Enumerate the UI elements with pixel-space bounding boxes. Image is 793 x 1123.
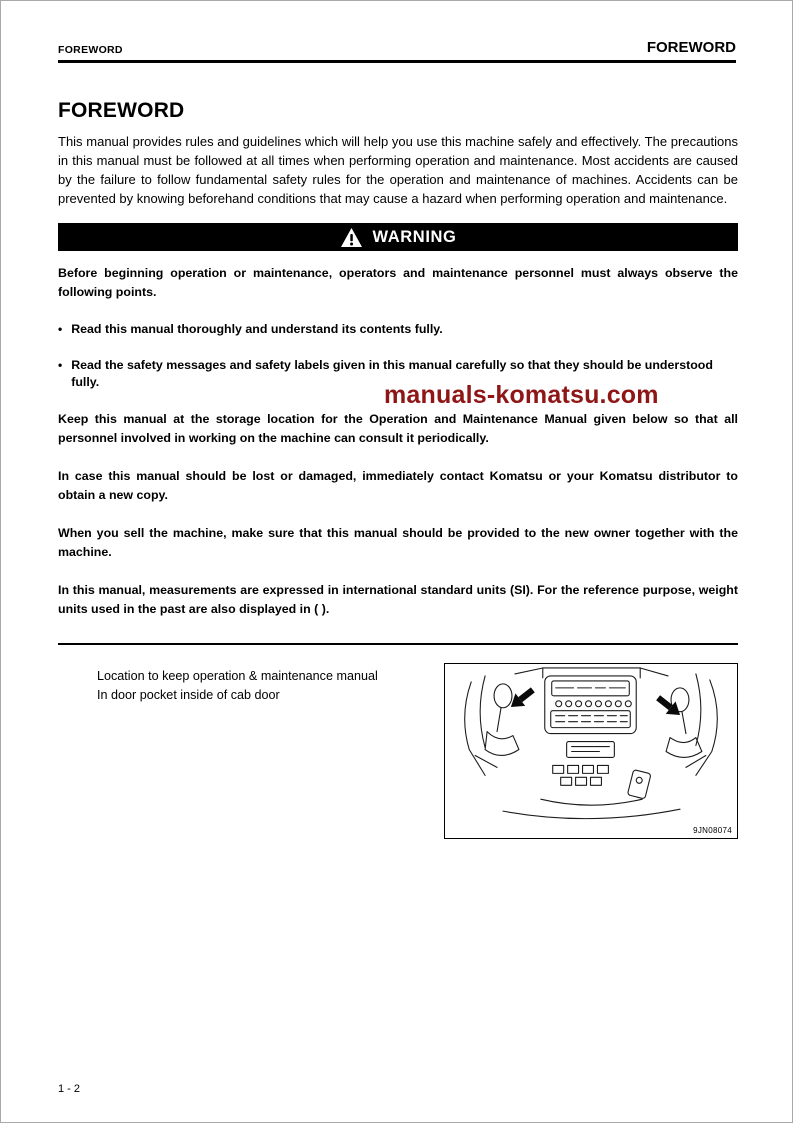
figure-box [444, 663, 738, 839]
running-header-left: FOREWORD [58, 44, 123, 56]
warning-triangle-icon [340, 227, 363, 248]
caption-line: In door pocket inside of cab door [97, 688, 280, 702]
warning-intro-paragraph: Before beginning operation or maintenance, operators and maintenance personnel must always observe the following points. [58, 266, 738, 299]
paragraph: In case this manual should be lost or damaged, immediately contact Komatsu or your Komatsu distributor to obtain a new copy. [58, 469, 738, 502]
bullet-text: Read the safety messages and safety labels given in this manual carefully so that they should be understood fully. [71, 358, 713, 389]
caption-line: Location to keep operation & maintenance manual [97, 669, 378, 683]
cab-interior-illustration [445, 664, 736, 837]
section-rule [58, 643, 738, 645]
bullet-icon: • [58, 322, 63, 336]
figure-code: 9JN08074 [693, 826, 732, 835]
warning-label: WARNING [372, 227, 457, 246]
page-header [58, 39, 736, 56]
paragraph: When you sell the machine, make sure that this manual should be provided to the new owner together with the machine. [58, 526, 738, 559]
bullet-icon: • [58, 358, 63, 372]
paragraph: In this manual, measurements are expressed in international standard units (SI). For the reference purpose, weight units used in the past are also displayed in ( ). [58, 583, 738, 616]
page-content [58, 63, 738, 839]
warning-banner [58, 223, 738, 251]
page-title: FOREWORD [58, 99, 185, 122]
bullet-text: Read this manual thoroughly and understand its contents fully. [71, 322, 443, 336]
paragraph: Keep this manual at the storage location for the Operation and Maintenance Manual given below so that all personnel involved in working on the machine can consult it periodically. [58, 412, 738, 445]
list-item [58, 321, 738, 338]
figure-caption [58, 663, 444, 839]
watermark-text: manuals-komatsu.com [384, 381, 659, 409]
page-number: 1 - 2 [58, 1083, 81, 1095]
figure-section [58, 663, 738, 839]
running-header-right: FOREWORD [646, 39, 736, 56]
intro-paragraph: This manual provides rules and guidelines which will help you use this machine safely and effectively. The precautions in this manual must be followed at all times when performing operation and maintenance. Most accidents are caused by the failure to follow fundamental safety rules for the operation and maintenance of machines. Accidents can be prevented by knowing beforehand conditions that may cause a hazard when performing operation and maintenance. [58, 134, 738, 206]
